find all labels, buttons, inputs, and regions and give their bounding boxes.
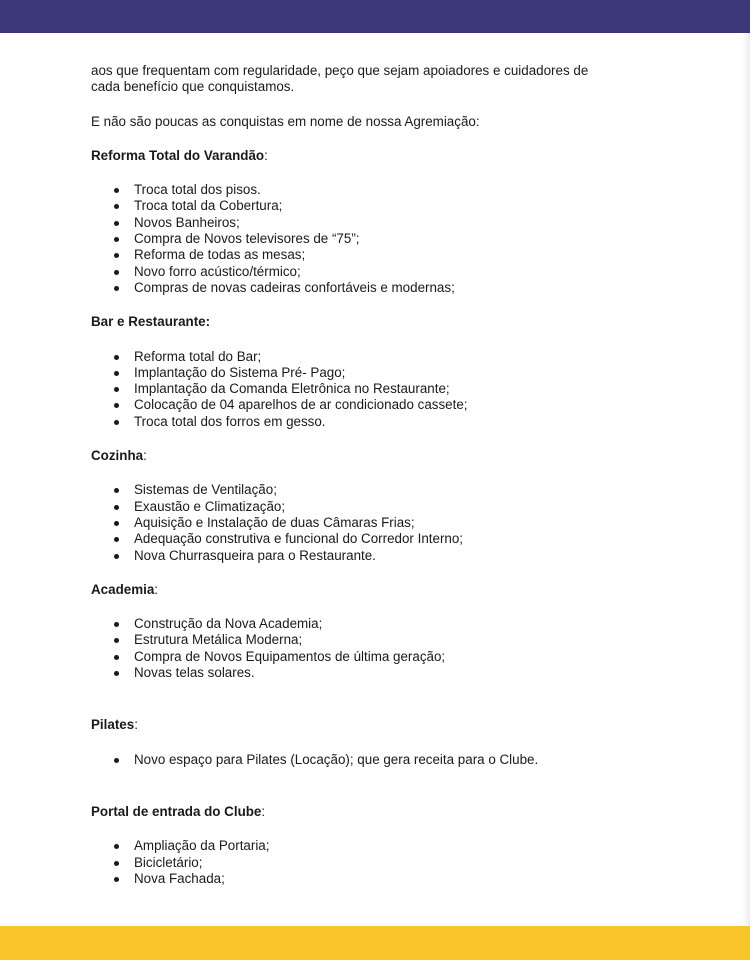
list-item: Estrutura Metálica Moderna; xyxy=(91,632,691,648)
intro-line-2: cada benefício que conquistamos. xyxy=(91,79,295,95)
section-suffix: : xyxy=(154,581,158,597)
intro-line-3: E não são poucas as conquistas em nome de nossa Agremiação: xyxy=(91,113,480,129)
list-item: Reforma de todas as mesas; xyxy=(91,247,691,263)
document-body xyxy=(91,63,691,887)
intro-line-1: aos que frequentam com regularidade, peço que sejam apoiadores e cuidadores de xyxy=(91,63,589,78)
section-title: Bar e Restaurante: xyxy=(91,314,211,330)
list-item: Bicicletário; xyxy=(91,855,691,871)
header-band xyxy=(0,0,750,33)
list-item: Nova Churrasqueira para o Restaurante. xyxy=(91,548,691,564)
bullet-list-portal xyxy=(91,838,691,887)
section-heading-academia xyxy=(91,582,691,598)
list-item: Troca total dos forros em gesso. xyxy=(91,414,691,430)
section-suffix: : xyxy=(134,717,138,733)
list-item: Novos Banheiros; xyxy=(91,215,691,231)
section-suffix: : xyxy=(264,147,268,163)
list-item: Ampliação da Portaria; xyxy=(91,838,691,854)
section-suffix: : xyxy=(143,448,147,464)
list-item: Implantação da Comanda Eletrônica no Restaurante; xyxy=(91,381,691,397)
section-title: Cozinha xyxy=(91,448,144,464)
list-item: Compra de Novos televisores de “75”; xyxy=(91,231,691,247)
page-edge-shadow xyxy=(742,33,750,926)
list-item: Implantação do Sistema Pré- Pago; xyxy=(91,365,691,381)
list-item: Sistemas de Ventilação; xyxy=(91,482,691,498)
section-heading-cozinha xyxy=(91,448,691,464)
list-item: Adequação construtiva e funcional do Corredor Interno; xyxy=(91,531,691,547)
section-title: Pilates xyxy=(91,717,135,733)
list-item: Aquisição e Instalação de duas Câmaras Frias; xyxy=(91,515,691,531)
list-item: Troca total da Cobertura; xyxy=(91,198,691,214)
section-title: Academia xyxy=(91,581,155,597)
list-item: Exaustão e Climatização; xyxy=(91,499,691,515)
footer-band xyxy=(0,926,750,960)
list-item: Novo forro acústico/térmico; xyxy=(91,264,691,280)
section-heading-bar xyxy=(91,314,691,330)
section-heading-portal xyxy=(91,804,691,820)
list-item: Colocação de 04 aparelhos de ar condicionado cassete; xyxy=(91,397,691,413)
list-item: Nova Fachada; xyxy=(91,871,691,887)
list-item: Compra de Novos Equipamentos de última geração; xyxy=(91,649,691,665)
list-item: Compras de novas cadeiras confortáveis e modernas; xyxy=(91,280,691,296)
list-item: Troca total dos pisos. xyxy=(91,182,691,198)
section-heading-pilates xyxy=(91,717,691,733)
section-title: Portal de entrada do Clube xyxy=(91,803,262,819)
list-item: Novo espaço para Pilates (Locação); que gera receita para o Clube. xyxy=(91,752,691,768)
section-heading-varandao xyxy=(91,148,691,164)
bullet-list-varandao xyxy=(91,182,691,296)
section-title: Reforma Total do Varandão xyxy=(91,147,265,163)
list-item: Construção da Nova Academia; xyxy=(91,616,691,632)
bullet-list-bar xyxy=(91,349,691,430)
bullet-list-cozinha xyxy=(91,482,691,563)
bullet-list-academia xyxy=(91,616,691,681)
section-suffix: : xyxy=(261,803,266,819)
bullet-list-pilates xyxy=(91,752,691,768)
list-item: Reforma total do Bar; xyxy=(91,349,691,365)
list-item: Novas telas solares. xyxy=(91,665,691,681)
